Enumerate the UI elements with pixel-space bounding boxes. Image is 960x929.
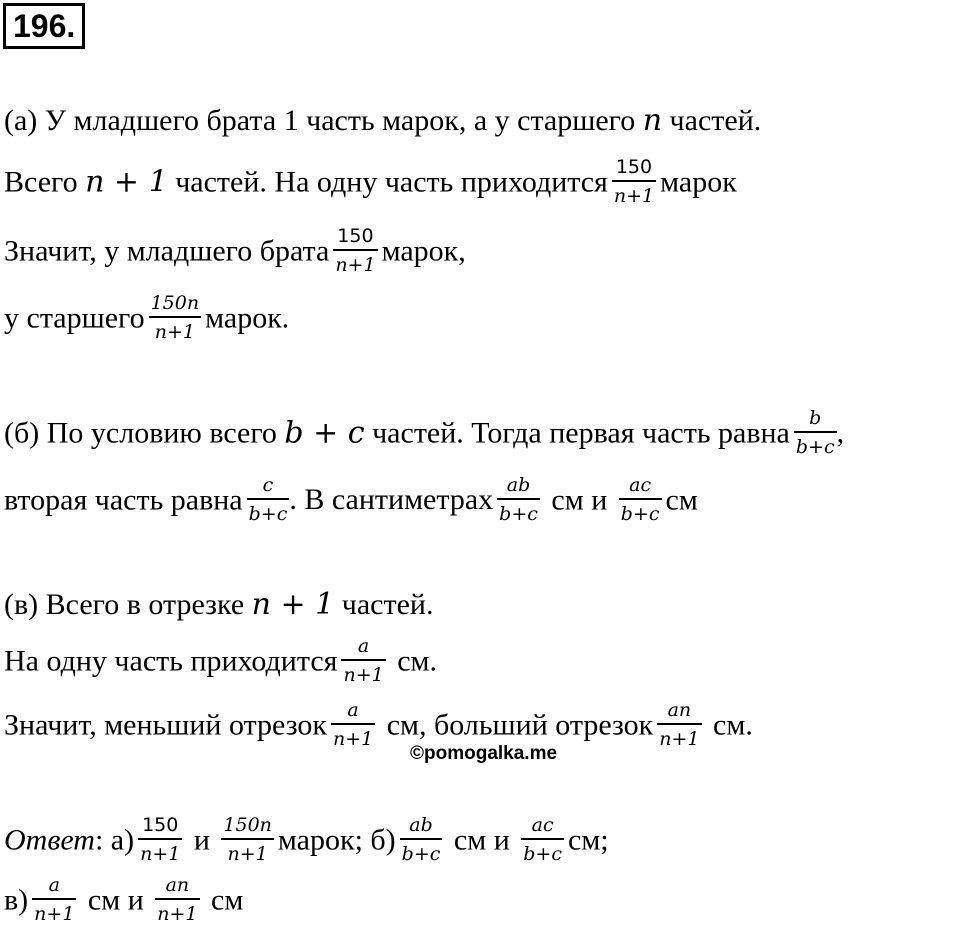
part-b-line-1 <box>4 409 844 462</box>
text: Всего <box>4 165 86 199</box>
fraction: $\frac{b}{b+c}$ <box>795 407 835 458</box>
answer-line-2 <box>4 876 243 929</box>
math-var: n <box>642 103 663 138</box>
text: см; <box>568 823 609 857</box>
part-c-line-2 <box>4 637 437 690</box>
fraction: $\frac{ac}{b+c}$ <box>523 814 562 865</box>
watermark: ©pomogalka.me <box>410 743 558 764</box>
text: см и <box>446 823 518 857</box>
text: марок. <box>205 301 290 335</box>
text: см. <box>389 644 438 678</box>
fraction: $\frac{ab}{b+c}$ <box>401 814 441 865</box>
text: в) <box>4 883 29 917</box>
part-b-line-2 <box>4 476 698 529</box>
part-a-line-2 <box>4 158 737 211</box>
part-c-line-1 <box>4 585 433 625</box>
text: На одну часть приходится <box>4 644 338 678</box>
text: см и <box>543 483 615 517</box>
fraction: $\frac{a}{n+1}$ <box>343 635 384 686</box>
part-a-line-3 <box>4 227 466 280</box>
text: частей. <box>334 588 434 621</box>
fraction: $\frac{150}{n+1}$ <box>140 814 181 865</box>
math-expr: n + 1 <box>85 164 168 200</box>
part-c-line-3 <box>4 701 753 754</box>
text: марок, <box>381 234 466 268</box>
fraction: $\frac{150n}{n+1}$ <box>150 292 200 343</box>
text: (в) Всего в отрезке <box>4 588 252 621</box>
fraction: $\frac{a}{n+1}$ <box>34 874 75 925</box>
fraction: $\frac{an}{n+1}$ <box>157 874 198 925</box>
text: и <box>186 823 218 857</box>
text: см. <box>705 708 753 742</box>
fraction: $\frac{ac}{b+c}$ <box>620 474 660 525</box>
fraction: $\frac{150}{n+1}$ <box>613 156 655 207</box>
fraction: $\frac{150n}{n+1}$ <box>223 814 272 865</box>
text: , <box>836 416 845 450</box>
text: частей. <box>662 104 762 137</box>
part-a-line-4 <box>4 294 289 347</box>
math-expr: n + 1 <box>251 587 335 622</box>
text: Значит, меньший отрезок <box>4 708 327 742</box>
part-a-line-1 <box>4 101 761 141</box>
text: см, больший отрезок <box>379 708 654 742</box>
answer-label: Ответ <box>4 823 95 857</box>
text: Значит, у младшего брата <box>4 234 330 268</box>
text: (б) По условию всего <box>4 416 285 450</box>
text: частей. На одну часть приходится <box>167 165 608 199</box>
text: см и <box>80 883 152 917</box>
fraction: $\frac{ab}{b+c}$ <box>499 474 538 525</box>
text: (а) У младшего брата 1 часть марок, а у старшего <box>4 104 643 137</box>
text: частей. Тогда первая часть равна <box>364 416 790 450</box>
text: : а) <box>94 823 135 857</box>
text: марок; б) <box>277 823 396 857</box>
text: . В сантиметрах <box>289 483 494 517</box>
fraction: $\frac{a}{n+1}$ <box>332 699 374 750</box>
fraction: $\frac{c}{b+c}$ <box>248 474 288 525</box>
text: марок <box>660 165 737 199</box>
fraction: $\frac{an}{n+1}$ <box>659 699 700 750</box>
text: см <box>665 483 698 517</box>
math-expr: b + c <box>284 415 365 451</box>
fraction: $\frac{150}{n+1}$ <box>335 225 376 276</box>
problem-number: 196. <box>3 3 85 49</box>
text: вторая часть равна <box>4 483 243 517</box>
text: см <box>203 883 244 917</box>
answer-line-1 <box>4 816 609 869</box>
text: у старшего <box>4 301 145 335</box>
